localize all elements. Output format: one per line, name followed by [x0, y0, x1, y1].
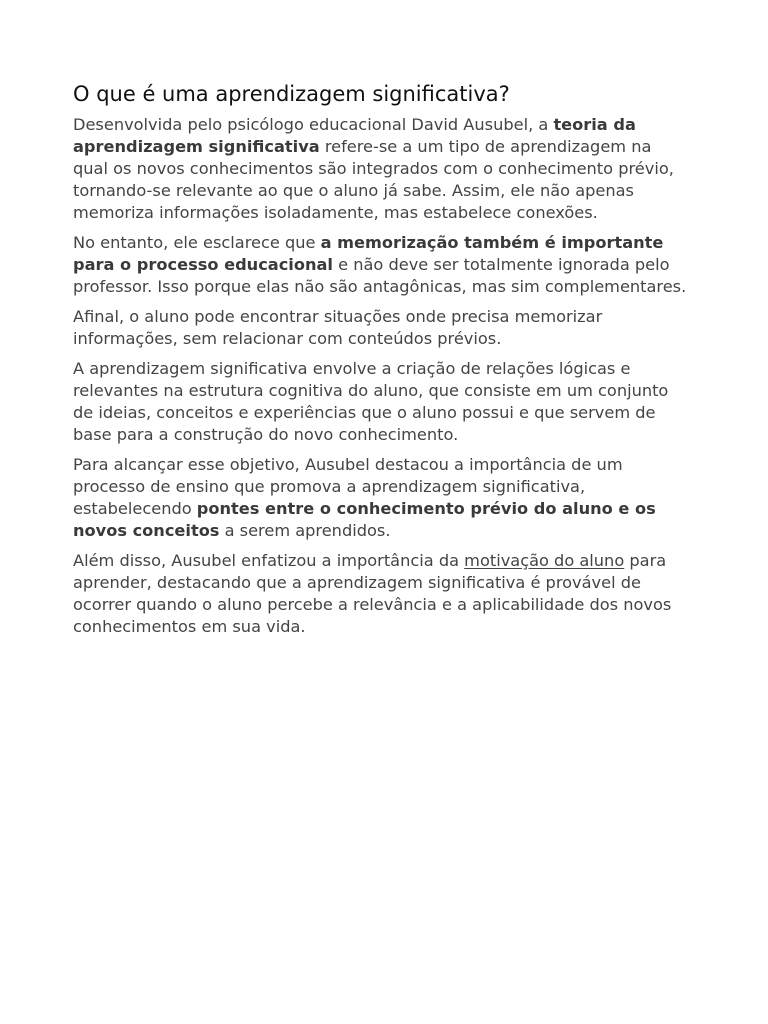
paragraph-3-text: Afinal, o aluno pode encontrar situações onde precisa memorizar informações, sem relacionar com conteúdos prévios.	[73, 307, 603, 348]
paragraph-6-text-b: para aprender, destacando que a aprendizagem significativa é provável de ocorrer quando o aluno percebe a relevância e a aplicabilidade dos novos conhecimentos em sua vida.	[73, 551, 672, 636]
paragraph-6	[73, 550, 688, 638]
paragraph-1-text-a: Desenvolvida pelo psicólogo educacional David Ausubel, a	[73, 115, 554, 134]
paragraph-2	[73, 232, 688, 298]
paragraph-2-text-a: No entanto, ele esclarece que	[73, 233, 321, 252]
paragraph-1-bold: teoria da aprendizagem significativa	[73, 115, 636, 156]
paragraph-2-text-b: e não deve ser totalmente ignorada pelo professor. Isso porque elas não são antagônicas, mas sim complementares.	[73, 255, 687, 296]
paragraph-6-text-a: Além disso, Ausubel enfatizou a importância da	[73, 551, 465, 570]
page-title: O que é uma aprendizagem significativa?	[73, 82, 510, 106]
paragraph-1	[73, 114, 688, 224]
paragraph-2-bold: a memorização também é importante para o processo educacional	[73, 233, 664, 274]
paragraph-5-text-b: a serem aprendidos.	[219, 521, 391, 540]
paragraph-4	[73, 358, 688, 446]
paragraph-1-text-b: refere-se a um tipo de aprendizagem na qual os novos conhecimentos são integrados com o conhecimento prévio, tornando-se relevante ao que o aluno já sabe. Assim, ele não apenas memoriza informações isoladamente, mas estabelece conexões.	[73, 137, 674, 222]
paragraph-4-text: A aprendizagem significativa envolve a criação de relações lógicas e relevantes na estrutura cognitiva do aluno, que consiste em um conjunto de ideias, conceitos e experiências que o aluno possui e que servem de base para a construção do novo conhecimento.	[73, 359, 669, 444]
paragraph-5	[73, 454, 688, 542]
paragraph-3	[73, 306, 688, 350]
paragraph-5-text-a: Para alcançar esse objetivo, Ausubel destacou a importância de um processo de ensino que promova a aprendizagem significativa, estabelecendo	[73, 455, 623, 518]
motivation-link[interactable]: motivação do aluno	[464, 551, 625, 570]
article	[73, 80, 688, 646]
paragraph-5-bold: pontes entre o conhecimento prévio do aluno e os novos conceitos	[73, 499, 656, 540]
